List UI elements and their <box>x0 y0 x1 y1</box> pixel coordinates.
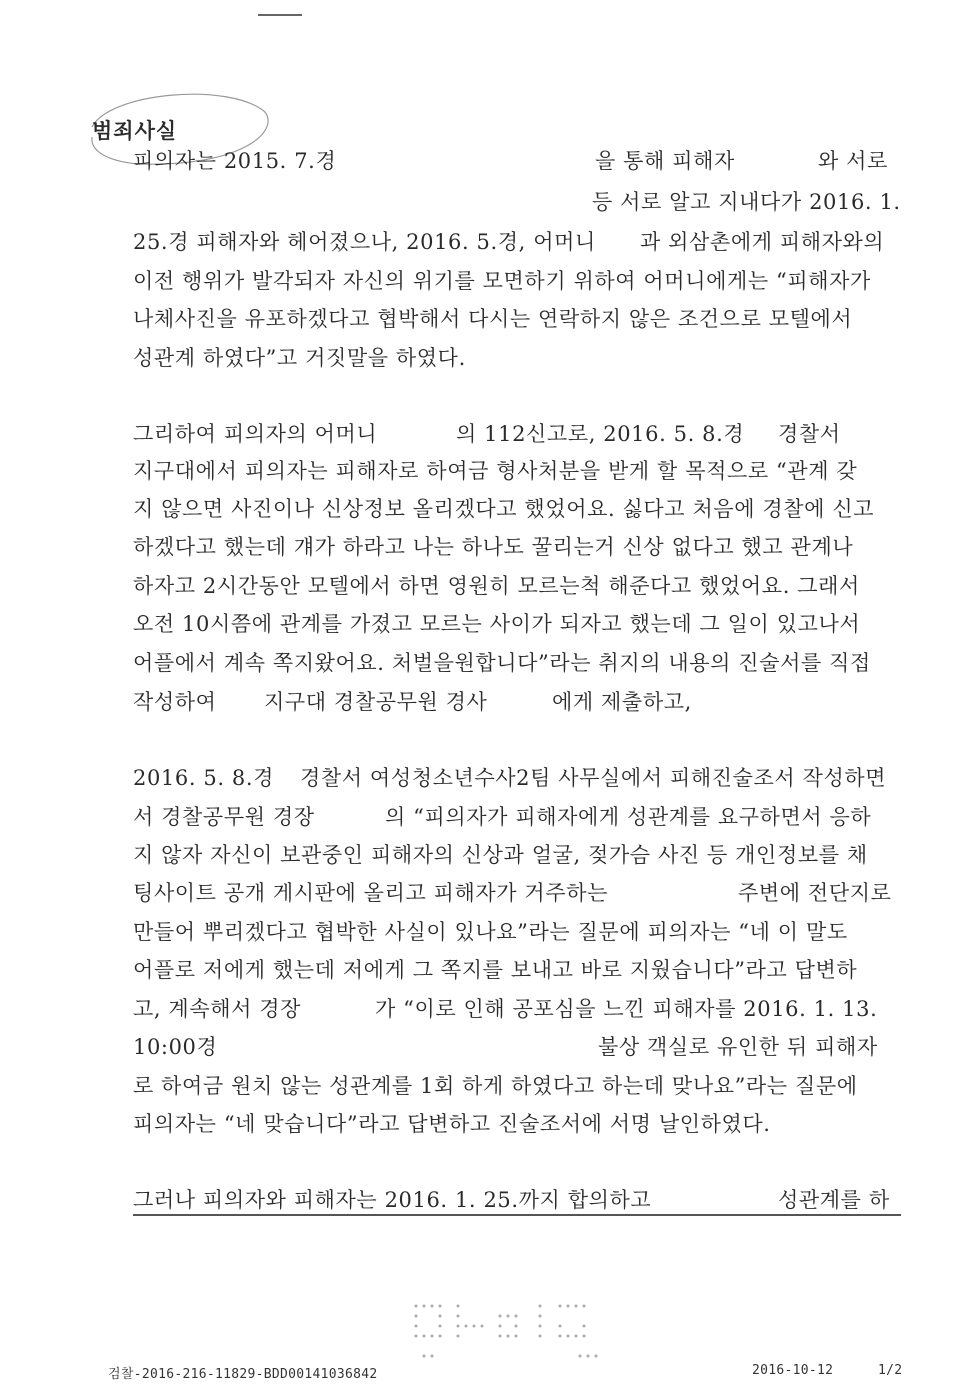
p1-line5: 나체사진을 유포하겠다고 협박해서 다시는 연락하지 않은 조건으로 모텔에서 <box>133 307 853 331</box>
p3-line8-a: 10:00경 <box>133 1035 218 1059</box>
p1-line6: 성관계 하였다”고 거짓말을 하였다. <box>133 346 466 370</box>
p2-line4: 하겠다고 했는데 걔가 하라고 나는 하나도 꿀리는거 신상 없다고 했고 관계나 <box>133 535 854 559</box>
p3-line1-a: 2016. 5. 8.경 <box>133 766 275 790</box>
p1-line3-b: 과 외삼촌에게 피해자와의 <box>640 230 885 254</box>
p3-line10: 피의자는 “네 맞습니다”라고 답변하고 진술조서에 서명 날인하였다. <box>133 1112 771 1136</box>
p2-line3: 지 않으면 사진이나 신상정보 올리겠다고 했었어요. 싫다고 처음에 경찰에 신고 <box>133 497 875 521</box>
p3-line1-b: 경찰서 여성청소년수사2팀 사무실에서 피해진술조서 작성하면 <box>300 766 887 790</box>
p3-line4-a: 팅사이트 공개 게시판에 올리고 피해자가 거주하는 <box>133 881 608 905</box>
p4-line1-a: 그러나 피의자와 피해자는 2016. 1. 25.까지 합의하고 <box>133 1188 652 1212</box>
p3-line8-b: 불상 객실로 유인한 뒤 피해자 <box>598 1035 878 1059</box>
footer-doc-id: 검찰-2016-216-11829-BDD00141036842 <box>108 1367 378 1382</box>
p1-line1-a: 피의자는 2015. 7.경 <box>133 149 337 173</box>
p3-line5: 만들어 뿌리겠다고 협박한 사실이 있나요”라는 질문에 피의자는 “네 이 말도 <box>133 920 848 944</box>
p2-line2: 지구대에서 피의자는 피해자로 하여금 형사처분을 받게 할 목적으로 “관계 갖 <box>133 459 858 483</box>
p2-line6: 오전 10시쯤에 관계를 가졌고 모르는 사이가 되자고 했는데 그 일이 있고나서 <box>133 612 861 636</box>
p3-line9: 로 하여금 원치 않는 성관계를 1회 하게 하였다고 하는데 맞나요”라는 질문에 <box>133 1074 858 1098</box>
p2-line8-c: 에게 제출하고, <box>552 690 692 714</box>
p2-line8-a: 작성하여 <box>133 690 217 714</box>
p2-line1-a: 그리하여 피의자의 어머니 <box>133 422 378 446</box>
p3-line6: 어플로 저에게 했는데 저에게 그 쪽지를 보내고 바로 지웠습니다”라고 답변하 <box>133 958 858 982</box>
p3-line3: 지 않자 자신이 보관중인 피해자의 신상과 얼굴, 젖가슴 사진 등 개인정보를 채 <box>133 843 868 867</box>
footer-page-number: 1/2 <box>878 1363 903 1378</box>
p1-line2: 등 서로 알고 지내다가 2016. 1. <box>592 190 901 214</box>
p1-line1-b: 을 통해 피해자 <box>595 149 735 173</box>
p3-line4-b: 주변에 전단지로 <box>738 881 892 905</box>
dot-code-mark <box>410 1300 610 1360</box>
p3-line2-b: 의 “피의자가 피해자에게 성관계를 요구하면서 응하 <box>385 805 872 829</box>
p1-line4: 이전 행위가 발각되자 자신의 위기를 모면하기 위하여 어머니에게는 “피해자가 <box>133 269 871 293</box>
p2-line1-c: 경찰서 <box>778 422 841 446</box>
section-heading: 범죄사실 <box>92 119 178 143</box>
p2-line8-b: 지구대 경찰공무원 경사 <box>264 690 488 714</box>
p3-line7-a: 고, 계속해서 경장 <box>133 997 302 1021</box>
p2-line5: 하자고 2시간동안 모텔에서 하면 영원히 모르는척 해준다고 했었어요. 그래서 <box>133 574 860 598</box>
p3-line7-b: 가 “이로 인해 공포심을 느낀 피해자를 2016. 1. 13. <box>375 997 878 1021</box>
footer-date: 2016-10-12 <box>752 1363 834 1378</box>
p2-line1-b: 의 112신고로, 2016. 5. 8.경 <box>456 422 745 446</box>
top-mark <box>258 14 302 16</box>
p1-line3-a: 25.경 피해자와 헤어졌으나, 2016. 5.경, 어머니 <box>133 230 596 254</box>
p1-line1-c: 와 서로 <box>818 149 888 173</box>
paragraph-4-underline <box>133 1214 901 1216</box>
p4-line1-b: 성관계를 하 <box>778 1188 890 1212</box>
p3-line2-a: 서 경찰공무원 경장 <box>133 805 315 829</box>
p2-line7: 어플에서 계속 쪽지왔어요. 처벌을원합니다”라는 취지의 내용의 진술서를 직접 <box>133 651 871 675</box>
